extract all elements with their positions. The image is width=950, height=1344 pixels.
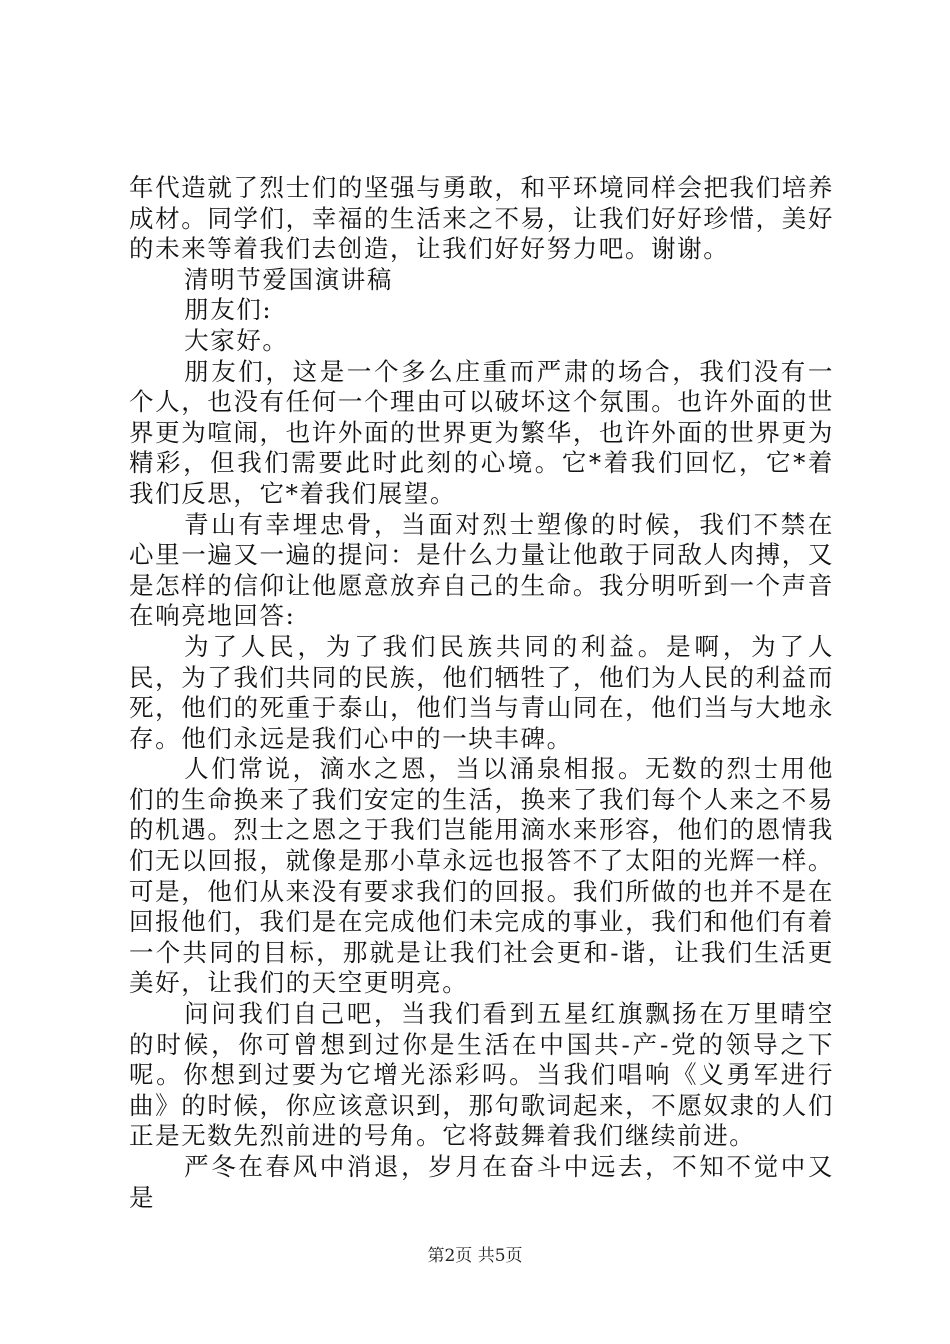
paragraph-9: 问问我们自己吧，当我们看到五星红旗飘扬在万里晴空的时候，你可曾想到过你是生活在中国共-产-党的领导之下呢。你想到过要为它增光添彩吗。当我们唱响《义勇军进行曲》的时候，你应该意识到，那句歌词起来，不愿奴隶的人们正是无数先烈前进的号角。它将鼓舞着我们继续前进。 [129, 999, 834, 1151]
paragraph-10: 严冬在春风中消退，岁月在奋斗中远去，不知不觉中又是 [129, 1152, 834, 1212]
greeting: 大家好。 [184, 325, 289, 355]
page-number-footer: 第2页 共5页 [427, 1246, 523, 1266]
paragraph-5: 朋友们，这是一个多么庄重而严肃的场合，我们没有一个人，也没有任何一个理由可以破坏这个氛围。也许外面的世界更为喧闹，也许外面的世界更为繁华，也许外面的世界更为精彩，但我们需要此时此刻的心境。它*着我们回忆，它*着我们反思，它*着我们展望。 [129, 356, 834, 508]
paragraph-8: 人们常说，滴水之恩，当以涌泉相报。无数的烈士用他们的生命换来了我们安定的生活，换来了我们每个人来之不易的机遇。烈士之恩之于我们岂能用滴水来形容，他们的恩情我们无以回报，就像是那小草永远也报答不了太阳的光辉一样。可是，他们从来没有要求我们的回报。我们所做的也并不是在回报他们，我们是在完成他们未完成的事业，我们和他们有着一个共同的目标，那就是让我们社会更和-谐，让我们生活更美好，让我们的天空更明亮。 [129, 754, 834, 998]
paragraph-1: 年代造就了烈士们的坚强与勇敢，和平环境同样会把我们培养成材。同学们，幸福的生活来之不易，让我们好好珍惜，美好的未来等着我们去创造，让我们好好努力吧。谢谢。 [129, 173, 834, 264]
paragraph-7: 为了人民，为了我们民族共同的利益。是啊，为了人民，为了我们共同的民族，他们牺牲了，他们为人民的利益而死，他们的死重于泰山，他们当与青山同在，他们当与大地永存。他们永远是我们心中的一块丰碑。 [129, 631, 834, 753]
salutation: 朋友们: [184, 295, 273, 325]
paragraph-6: 青山有幸埋忠骨，当面对烈士塑像的时候，我们不禁在心里一遍又一遍的提问：是什么力量让他敢于同敌人肉搏，又是怎样的信仰让他愿意放弃自己的生命。我分明听到一个声音在响亮地回答: [129, 509, 834, 631]
document-body [129, 173, 834, 1213]
speech-title: 清明节爱国演讲稿 [184, 264, 393, 294]
